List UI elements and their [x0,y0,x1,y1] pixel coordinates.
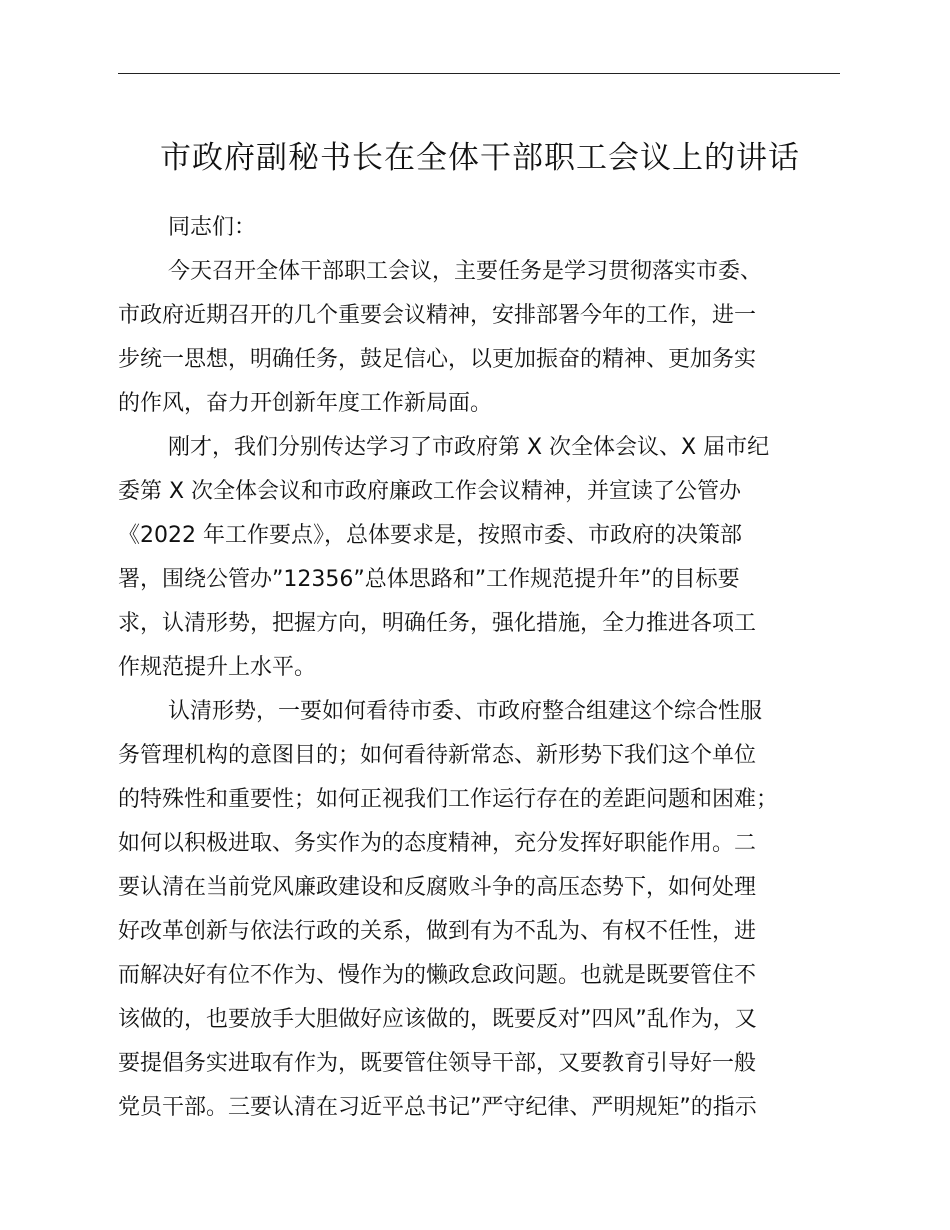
paragraph-line: 委第 X 次全体会议和市政府廉政工作会议精神，并宣读了公管办 [118,479,742,504]
header-rule [118,73,840,74]
paragraph-line: 步统一思想，明确任务，鼓足信心，以更加振奋的精神、更加务实 [118,347,757,372]
paragraph-line: 市政府近期召开的几个重要会议精神，安排部署今年的工作，进一 [118,303,757,328]
paragraph-line: 如何以积极进取、务实作为的态度精神，充分发挥好职能作用。二 [118,831,757,856]
paragraph-line: 要提倡务实进取有作为，既要管住领导干部，又要教育引导好一般 [118,1051,757,1076]
document-body [118,206,848,1130]
paragraph-line: 而解决好有位不作为、慢作为的懒政怠政问题。也就是既要管住不 [118,963,757,988]
paragraph-line: 的特殊性和重要性；如何正视我们工作运行存在的差距问题和困难； [118,787,779,812]
paragraph-line: 要认清在当前党风廉政建设和反腐败斗争的高压态势下，如何处理 [118,875,757,900]
salutation: 同志们： [168,215,257,240]
paragraph-line: 《2022 年工作要点》，总体要求是，按照市委、市政府的决策部 [118,523,742,548]
paragraph-line: 作规范提升上水平。 [118,655,317,680]
paragraph-line: 该做的，也要放手大胆做好应该做的，既要反对”四风”乱作为，又 [118,1007,757,1032]
paragraph-line: 认清形势，一要如何看待市委、市政府整合组建这个综合性服 [168,699,763,724]
paragraph-line: 好改革创新与依法行政的关系，做到有为不乱为、有权不任性，进 [118,919,757,944]
paragraph-line: 的作风，奋力开创新年度工作新局面。 [118,391,493,416]
paragraph-line: 刚才，我们分别传达学习了市政府第 X 次全体会议、X 届市纪 [168,435,770,460]
paragraph-line: 署，围绕公管办”12356”总体思路和”工作规范提升年”的目标要 [118,567,740,592]
paragraph-line: 党员干部。三要认清在习近平总书记”严守纪律、严明规矩”的指示 [118,1095,757,1120]
paragraph-line: 今天召开全体干部职工会议，主要任务是学习贯彻落实市委、 [168,259,763,284]
paragraph-line: 务管理机构的意图目的；如何看待新常态、新形势下我们这个单位 [118,743,757,768]
paragraph-line: 求，认清形势，把握方向，明确任务，强化措施，全力推进各项工 [118,611,757,636]
document-title: 市政府副秘书长在全体干部职工会议上的讲话 [160,140,800,176]
